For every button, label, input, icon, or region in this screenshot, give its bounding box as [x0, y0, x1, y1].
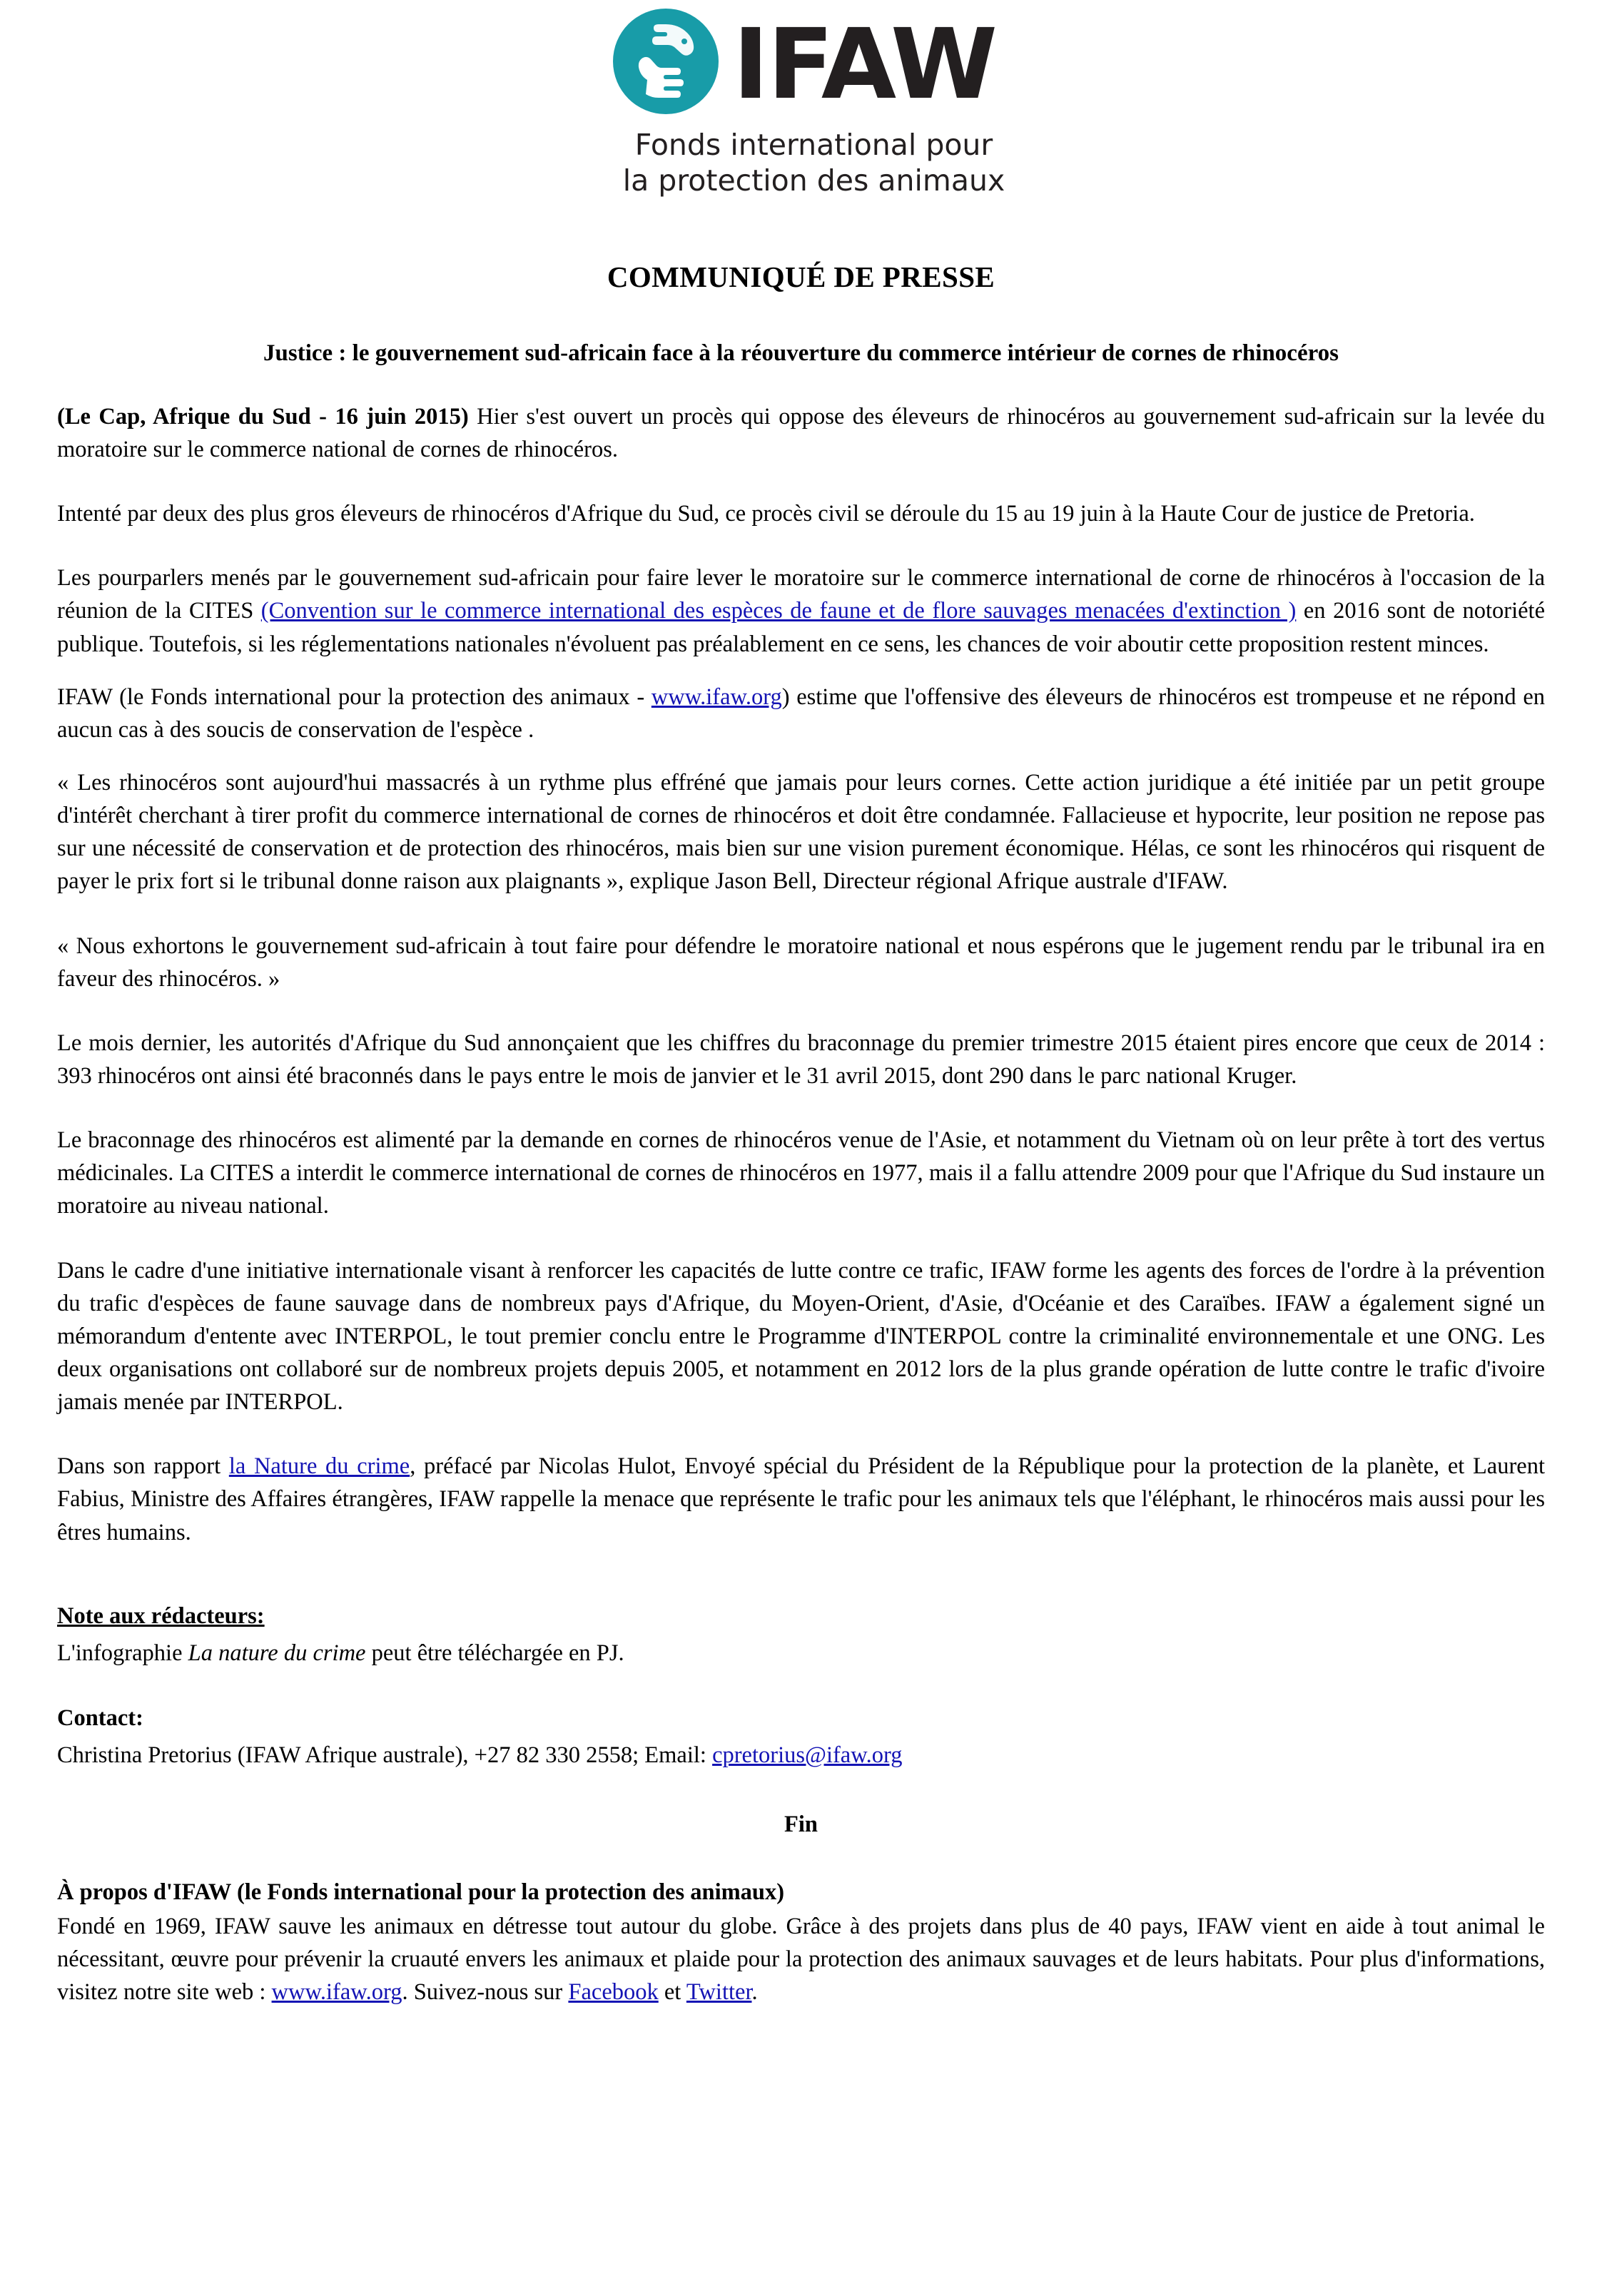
paragraph-2: Intenté par deux des plus gros éleveurs de rhinocéros d'Afrique du Sud, ce procès civil se déroule du 15 au 19 juin à la Haute Cour de justice de Pretoria.: [57, 501, 1475, 527]
notes-text: [57, 1637, 1545, 1670]
paragraph-10: [57, 1450, 1545, 1548]
logo-row: [606, 6, 996, 126]
paragraph-3-part-a: Les pourparlers menés par le gouvernement sud-africain pour faire lever le moratoire sur le commerce international de corne de rhinocéros à l'occasion de la réunion de la CITES: [57, 565, 1545, 624]
logo-block: [57, 0, 1545, 198]
paragraph-1-text: Hier s'est ouvert un procès qui oppose des éleveurs de rhinocéros au gouvernement sud-africain sur la levée du moratoire sur le commerce national de cornes de rhinocéros.: [57, 403, 1545, 463]
ifaw-website-link-1[interactable]: www.ifaw.org: [651, 684, 782, 710]
contact-heading: Contact:: [57, 1705, 143, 1731]
about-text-part-b: . Suivez-nous sur: [402, 1979, 569, 2006]
paragraph-5-quote: « Les rhinocéros sont aujourd'hui massacrés à un rythme plus effréné que jamais pour leurs cornes. Cette action juridique a été initiée par un petit groupe d'intérêt cherchant à tirer profit du commerce international de cornes de rhinocéros et doit être condamnée. Fallacieuse et hypocrite, leur position ne repose pas sur une nécessité de conservation et de protection des rhinocéros, mais bien sur une vision purement économique. Hélas, ce sont les rhinocéros qui risquent de payer le prix fort si le tribunal donne raison aux plaignants », explique Jason Bell, Directeur régional Afrique australe d'IFAW.: [57, 770, 1545, 895]
paragraph-4-part-b: ) estime que l'offensive des éleveurs de rhinocéros est trompeuse et ne répond en aucun cas à des soucis de conservation de l'espèce .: [57, 684, 1545, 743]
dateline: (Le Cap, Afrique du Sud - 16 juin 2015): [57, 403, 469, 430]
about-text: [57, 1910, 1545, 2008]
logo-tagline-line1: Fonds international pour: [634, 128, 993, 162]
cites-link[interactable]: (Convention sur le commerce international des espèces de faune et de flore sauvages menacées d'extinction ): [260, 598, 1297, 624]
facebook-link[interactable]: Facebook: [568, 1979, 659, 2006]
about-text-part-c: et: [658, 1979, 686, 2006]
notes-text-part-a: L'infographie: [57, 1640, 188, 1666]
logo-wordmark: IFAW: [732, 9, 997, 122]
paragraph-10-part-a: Dans son rapport: [57, 1453, 229, 1480]
about-heading: À propos d'IFAW (le Fonds international pour la protection des animaux): [57, 1879, 785, 1905]
paragraph-8: Le braconnage des rhinocéros est alimenté par la demande en cornes de rhinocéros venue de l'Asie, et notamment du Vietnam où on leur prête à tort des vertus médicinales. La CITES a interdit le commerce international de cornes de rhinocéros en 1977, mais il a fallu attendre 2009 pour que l'Afrique du Sud instaure un moratoire au niveau national.: [57, 1127, 1545, 1219]
ifaw-website-link-2[interactable]: www.ifaw.org: [271, 1979, 402, 2006]
page-subtitle: Justice : le gouvernement sud-africain face à la réouverture du commerce intérieur de cornes de rhinocéros: [263, 340, 1339, 367]
about-text-part-a: Fondé en 1969, IFAW sauve les animaux en détresse tout autour du globe. Grâce à des projets dans plus de 40 pays, IFAW vient en aide à tout animal le nécessitant, œuvre pour prévenir la cruauté envers les animaux et plaide pour la protection des animaux sauvages et de leurs habitats. Pour plus d'informations, visitez notre site web :: [57, 1914, 1545, 2006]
end-marker: Fin: [784, 1812, 818, 1837]
paragraph-10-part-b: , préfacé par Nicolas Hulot, Envoyé spécial du Président de la République pour la protection de la planète, et Laurent Fabius, Ministre des Affaires étrangères, IFAW rappelle la menace que représente le trafic pour les animaux tels que l'éléphant, le rhinocéros mais aussi pour les êtres humains.: [57, 1453, 1546, 1545]
paragraph-6-quote: « Nous exhortons le gouvernement sud-africain à tout faire pour défendre le moratoire national et nous espérons que le jugement rendu par le tribunal ira en faveur des rhinocéros. »: [57, 933, 1545, 992]
paragraph-4: [57, 681, 1545, 746]
logo-wrap: [573, 6, 1030, 198]
page-title: COMMUNIQUÉ DE PRESSE: [607, 260, 995, 294]
paragraph-3-part-b: en 2016 sont de notoriété publique. Toutefois, si les réglementations nationales n'évoluent pas préalablement en ce sens, les chances de voir aboutir cette proposition restent minces.: [57, 598, 1546, 657]
paragraph-7: Le mois dernier, les autorités d'Afrique du Sud annonçaient que les chiffres du braconnage du premier trimestre 2015 étaient pires encore que ceux de 2014 : 393 rhinocéros ont ainsi été braconnés dans le pays entre le mois de janvier et le 31 avril 2015, dont 290 dans le parc national Kruger.: [57, 1030, 1545, 1089]
contact-email-link[interactable]: cpretorius@ifaw.org: [712, 1742, 903, 1768]
contact-text: [57, 1739, 1545, 1772]
paragraph-dateline: [57, 400, 1545, 466]
contact-name-phone: Christina Pretorius (IFAW Afrique australe), +27 82 330 2558; Email:: [57, 1742, 713, 1768]
paragraph-9: Dans le cadre d'une initiative internationale visant à renforcer les capacités de lutte contre ce trafic, IFAW forme les agents des forces de l'ordre à la prévention du trafic d'espèces de faune sauvage dans de nombreux pays d'Afrique, du Moyen-Orient, d'Asie, d'Océanie et des Caraïbes. IFAW a également signé un mémorandum d'entente avec INTERPOL, le tout premier conclu entre le Programme d'INTERPOL contre la criminalité environnementale et une ONG. Les deux organisations ont collaboré sur de nombreux projets depuis 2005, et notamment en 2012 lors de la plus grande opération de lutte contre le trafic d'ivoire jamais menée par INTERPOL.: [57, 1257, 1545, 1416]
logo-tagline: [623, 127, 1005, 198]
twitter-link[interactable]: Twitter: [686, 1979, 752, 2006]
notes-heading: Note aux rédacteurs:: [57, 1602, 265, 1629]
notes-text-part-b: peut être téléchargée en PJ.: [365, 1640, 624, 1666]
paragraph-3: [57, 562, 1545, 660]
nature-du-crime-report-link[interactable]: la Nature du crime: [228, 1453, 410, 1480]
logo-tagline-line2: la protection des animaux: [622, 163, 1005, 198]
notes-infographic-title: La nature du crime: [188, 1640, 366, 1666]
ifaw-hands-bird-logo-icon: [606, 6, 726, 126]
paragraph-4-part-a: IFAW (le Fonds international pour la protection des animaux -: [57, 684, 652, 710]
about-text-part-d: .: [751, 1979, 758, 2006]
